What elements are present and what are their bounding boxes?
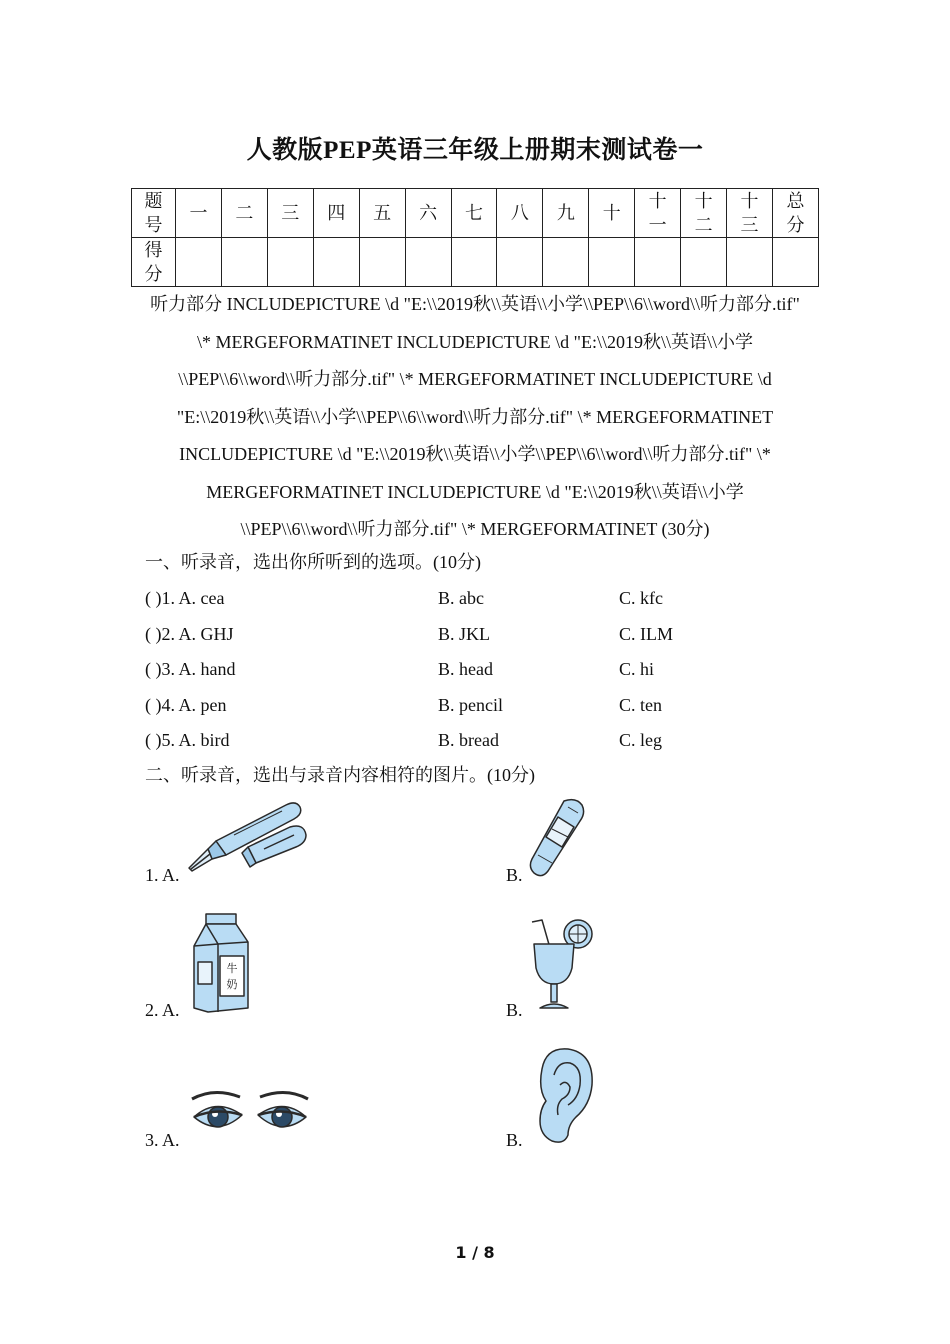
section2-heading: 二、听录音，选出与录音内容相符的图片。(10分) xyxy=(145,765,535,785)
page-number: 1 / 8 xyxy=(455,1243,495,1262)
question-4-option-c: C. ten xyxy=(619,694,662,715)
eyes-picture xyxy=(188,1085,314,1145)
question-3-option-a: ( )3. A. hand xyxy=(145,659,236,679)
score-header-cell: 十 二 xyxy=(681,189,727,238)
section1-heading: 一、听录音，选出你所听到的选项。(10分) xyxy=(145,552,481,572)
question-5-option-b: B. bread xyxy=(438,730,499,750)
score-input-cell[interactable] xyxy=(405,238,451,287)
question-2-option-b: B. JKL xyxy=(438,623,491,644)
question-5-option-a: ( )5. A. bird xyxy=(145,730,230,750)
score-table-header-row xyxy=(132,189,819,238)
ear-picture xyxy=(528,1045,598,1145)
score-header-cell: 三 xyxy=(267,189,313,238)
score-header-cell: 一 xyxy=(176,189,222,238)
score-header-cell: 六 xyxy=(405,189,451,238)
score-header-cell: 九 xyxy=(543,189,589,238)
score-header-cell: 七 xyxy=(451,189,497,238)
score-row-label: 题 号 xyxy=(132,189,176,238)
score-input-cell[interactable] xyxy=(451,238,497,287)
crayon-picture xyxy=(528,797,590,879)
juice-glass-picture xyxy=(528,912,600,1016)
page-title: 人教版PEP英语三年级上册期末测试卷一 xyxy=(246,137,704,164)
score-input-cell[interactable] xyxy=(681,238,727,287)
milk-label-1: 牛 xyxy=(226,962,238,975)
score-input-cell[interactable] xyxy=(313,238,359,287)
question-2-option-c: C. ILM xyxy=(619,623,673,644)
score-input-cell[interactable] xyxy=(727,238,773,287)
score-header-cell: 八 xyxy=(497,189,543,238)
question-3-option-b: B. head xyxy=(438,659,493,679)
item3-a-label: 3. A. xyxy=(145,1130,180,1150)
score-input-cell[interactable] xyxy=(221,238,267,287)
score-input-cell[interactable] xyxy=(589,238,635,287)
question-5-option-c: C. leg xyxy=(619,730,662,750)
score-table-score-row xyxy=(132,238,819,287)
fountain-pen-picture xyxy=(186,797,310,879)
item1-b-label: B. xyxy=(506,865,523,885)
question-4-option-a: ( )4. A. pen xyxy=(145,694,227,715)
item1-a-label: 1. A. xyxy=(145,865,180,885)
milk-label-2: 奶 xyxy=(226,978,238,991)
score-table xyxy=(131,188,819,287)
score-header-cell: 四 xyxy=(313,189,359,238)
question-1-option-b: B. abc xyxy=(438,588,484,608)
score-input-cell[interactable] xyxy=(497,238,543,287)
milk-carton-picture xyxy=(188,912,254,1016)
question-2-option-a: ( )2. A. GHJ xyxy=(145,623,234,644)
item3-b-label: B. xyxy=(506,1130,523,1150)
score-input-cell[interactable] xyxy=(359,238,405,287)
score-header-cell: 五 xyxy=(359,189,405,238)
score-row-label: 得 分 xyxy=(132,238,176,287)
listening-intro: 听力部分 INCLUDEPICTURE \d "E:\\2019秋\\英语\\小学\\PEP\\6\\word\\听力部分.tif" \* MERGEFORMATINET INCLUDEPICTURE \d "E:\\2019秋\\英语\\小学\\PEP\\6\\word\\听力部分.tif" \* MERGEFORMATINET INCLUDEPICTURE \d "E:\\2019秋\\英语\\小学\\PEP\\6\\word\\听力部分.tif" \* MERGEFORMATINET INCLUDEPICTURE \d "E:\\2019秋\\英语\\小学\\PEP\\6\\word\\听力部分.tif" \* MERGEFORMATINET INCLUDEPICTURE \d "E:\\2019秋\\英语\\小学\\PEP\\6\\word\\听力部分.tif" \* MERGEFORMATINET (30分) xyxy=(150,294,800,539)
question-3-option-c: C. hi xyxy=(619,659,655,679)
score-header-cell: 二 xyxy=(221,189,267,238)
score-header-cell: 十 三 xyxy=(727,189,773,238)
score-input-cell[interactable] xyxy=(543,238,589,287)
score-input-cell[interactable] xyxy=(267,238,313,287)
score-input-cell[interactable] xyxy=(772,238,818,287)
score-input-cell[interactable] xyxy=(635,238,681,287)
question-4-option-b: B. pencil xyxy=(438,694,503,715)
score-header-cell: 十 一 xyxy=(635,189,681,238)
score-header-cell: 十 xyxy=(589,189,635,238)
question-1-option-c: C. kfc xyxy=(619,588,663,608)
score-header-cell: 总 分 xyxy=(772,189,818,238)
score-input-cell[interactable] xyxy=(176,238,222,287)
question-1-option-a: ( )1. A. cea xyxy=(145,588,225,608)
item2-b-label: B. xyxy=(506,1000,523,1020)
item2-a-label: 2. A. xyxy=(145,1000,180,1020)
